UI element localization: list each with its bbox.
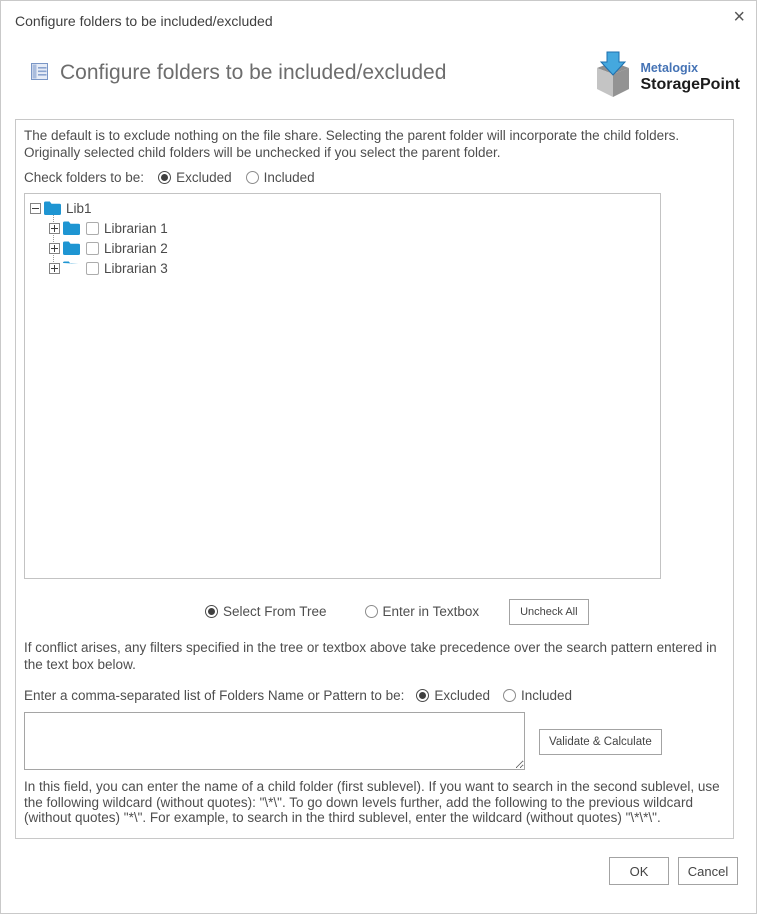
tree-item-label[interactable]: Librarian 2 <box>104 240 168 256</box>
list-icon <box>31 63 48 85</box>
folder-icon <box>63 221 80 235</box>
tree-item-root[interactable] <box>30 198 660 218</box>
radio-select-from-tree-circle[interactable] <box>205 605 218 618</box>
tree-item[interactable] <box>30 258 660 278</box>
radio-pattern-excluded-circle[interactable] <box>416 689 429 702</box>
cancel-button[interactable]: Cancel <box>678 857 738 885</box>
intro-text: The default is to exclude nothing on the file share. Selecting the parent folder will incorporate the child folders. Originally selected child folders will be unchecked if you select the parent folder. <box>24 128 680 160</box>
window-title: Configure folders to be included/excluded <box>15 13 273 29</box>
radio-excluded-circle[interactable] <box>158 171 171 184</box>
close-icon[interactable]: × <box>733 6 745 28</box>
radio-enter-in-textbox-circle[interactable] <box>365 605 378 618</box>
pattern-textarea[interactable] <box>24 712 525 770</box>
ok-button[interactable]: OK <box>609 857 669 885</box>
collapse-icon[interactable] <box>30 203 41 214</box>
radio-pattern-excluded-label[interactable]: Excluded <box>434 688 490 703</box>
tree-item[interactable] <box>30 238 660 258</box>
content-panel <box>15 119 734 839</box>
pattern-label: Enter a comma-separated list of Folders Name or Pattern to be: <box>24 688 405 703</box>
folder-icon <box>63 261 80 275</box>
radio-enter-in-textbox[interactable] <box>365 603 480 620</box>
logo-product: StoragePoint <box>640 76 740 93</box>
tree-item-checkbox[interactable] <box>86 222 99 235</box>
tree-item-label[interactable]: Librarian 1 <box>104 220 168 236</box>
radio-select-from-tree-label[interactable]: Select From Tree <box>223 604 327 619</box>
radio-pattern-included-circle[interactable] <box>503 689 516 702</box>
logo-brand: Metalogix <box>640 61 699 75</box>
tree-item[interactable] <box>30 218 660 238</box>
validate-calculate-button[interactable]: Validate & Calculate <box>539 729 662 755</box>
uncheck-all-button[interactable]: Uncheck All <box>509 599 588 625</box>
tree-item-label[interactable]: Librarian 3 <box>104 260 168 276</box>
radio-pattern-included-label[interactable]: Included <box>520 688 573 703</box>
expand-icon[interactable] <box>49 263 60 274</box>
radio-excluded[interactable] <box>158 169 232 186</box>
storagepoint-logo <box>593 51 740 104</box>
conflict-note: If conflict arises, any filters specified in the tree or textbox above take precedence over the search pattern entered in the text box below. <box>24 640 717 672</box>
folder-icon <box>44 201 61 215</box>
page-title: Configure folders to be included/excluded <box>60 61 447 84</box>
radio-included-circle[interactable] <box>246 171 259 184</box>
tree-item-checkbox[interactable] <box>86 242 99 255</box>
radio-excluded-label[interactable]: Excluded <box>176 170 232 185</box>
radio-pattern-excluded[interactable] <box>416 687 490 704</box>
folder-icon <box>63 241 80 255</box>
radio-included[interactable] <box>246 169 315 186</box>
radio-enter-in-textbox-label[interactable]: Enter in Textbox <box>382 604 480 619</box>
radio-select-from-tree[interactable] <box>205 603 327 620</box>
pattern-input-row <box>24 712 724 770</box>
storagepoint-box-icon <box>593 51 633 104</box>
radio-pattern-included[interactable] <box>503 687 572 704</box>
tree-item-label[interactable]: Lib1 <box>66 200 92 216</box>
folder-tree[interactable] <box>24 193 661 579</box>
check-folders-row <box>24 168 724 187</box>
expand-icon[interactable] <box>49 243 60 254</box>
radio-included-label[interactable]: Included <box>263 170 315 185</box>
expand-icon[interactable] <box>49 223 60 234</box>
dialog-header <box>31 61 446 85</box>
tree-item-checkbox[interactable] <box>86 262 99 275</box>
pattern-help-text: In this field, you can enter the name of a child folder (first sublevel). If you want to search in the second sublevel, use the following wildcard (without quotes): "\*\". To go down levels further, add the following to the previous wildcard (without quotes) "*\". For example, to search in the third sublevel, enter the wildcard (without quotes) "\*\*\". <box>24 779 720 825</box>
logo-text <box>640 61 740 94</box>
tree-mode-row <box>24 598 724 625</box>
check-folders-label: Check folders to be: <box>24 170 145 185</box>
pattern-label-row <box>24 686 724 705</box>
